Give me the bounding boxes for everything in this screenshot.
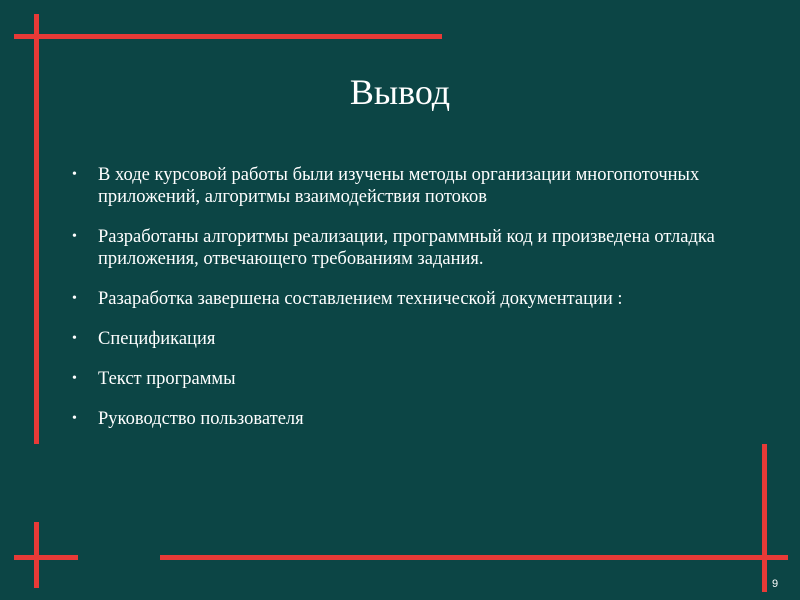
bottom-left-vertical-mark: [34, 522, 39, 588]
bullet-marker-icon: •: [72, 167, 77, 182]
slide-page-number: 9: [772, 578, 779, 590]
bullet-text-study: В ходе курсовой работы были изучены методы организации многопоточных приложений, алгоритмы взаимодействия потоков: [98, 165, 700, 207]
bullet-item-user-guide: [72, 408, 752, 430]
right-vertical-divider: [762, 444, 767, 592]
bullet-marker-icon: •: [72, 411, 77, 426]
bullet-item-study: [72, 164, 752, 208]
bullet-item-program-text: [72, 368, 752, 390]
bullet-text-user-guide: Руководство пользователя: [98, 409, 304, 429]
slide-title: Вывод: [349, 72, 451, 112]
bullet-marker-icon: •: [72, 291, 77, 306]
bullet-item-specification: [72, 328, 752, 350]
bullet-text-program-text: Текст программы: [98, 369, 236, 389]
bullet-marker-icon: •: [72, 229, 77, 244]
bullet-text-documentation: Разаработка завершена составлением технической документации :: [98, 289, 623, 309]
bullet-marker-icon: •: [72, 371, 77, 386]
top-horizontal-divider: [14, 34, 442, 39]
conclusion-bullet-list: [72, 164, 752, 448]
bullet-text-development: Разработаны алгоритмы реализации, программный код и произведена отладка приложения, отвечающего требованиям задания.: [98, 227, 715, 269]
bottom-left-horizontal-mark: [14, 555, 78, 560]
bullet-marker-icon: •: [72, 331, 77, 346]
bullet-text-specification: Спецификация: [98, 329, 216, 349]
bullet-item-development: [72, 226, 752, 270]
bullet-item-documentation: [72, 288, 752, 310]
bottom-horizontal-divider: [160, 555, 788, 560]
